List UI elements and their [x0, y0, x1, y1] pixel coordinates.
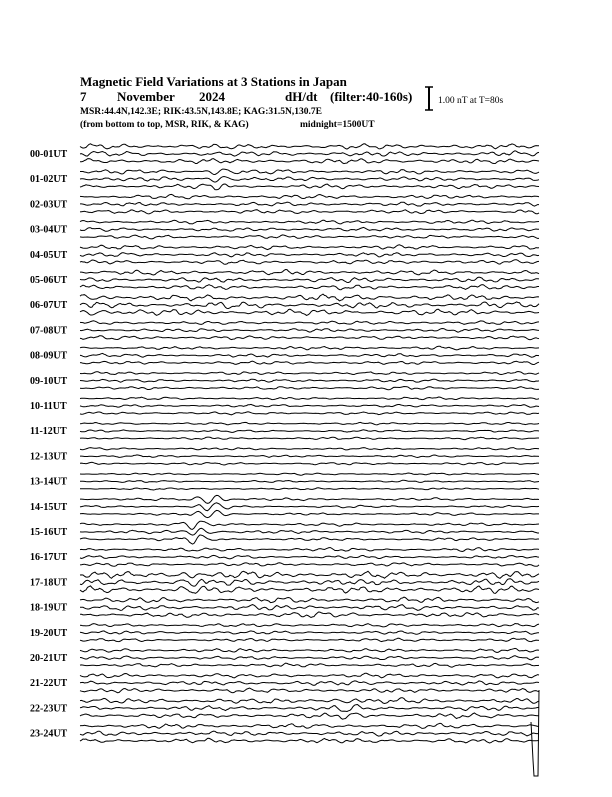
chart-title: Magnetic Field Variations at 3 Stations in Japan [80, 74, 347, 89]
trace-msr-09 [80, 387, 539, 390]
trace-msr-18 [80, 612, 539, 618]
hour-label: 11-12UT [30, 426, 67, 438]
hour-label: 22-23UT [30, 703, 68, 715]
trace-msr-23 [80, 738, 539, 743]
trace-kag-07 [80, 321, 539, 325]
hour-label: 17-18UT [30, 577, 68, 589]
trace-kag-15 [80, 521, 539, 529]
trace-rik-23 [80, 731, 539, 736]
hour-label: 23-24UT [30, 728, 68, 740]
hour-label: 03-04UT [30, 224, 68, 236]
trace-rik-12 [80, 455, 539, 458]
trace-msr-07 [80, 336, 539, 340]
hour-label: 18-19UT [30, 602, 68, 614]
filter-label: (filter:40-160s) [330, 89, 413, 104]
trace-msr-12 [80, 462, 539, 465]
trace-rik-04 [80, 253, 539, 257]
trace-msr-13 [80, 488, 539, 490]
hour-label: 19-20UT [30, 627, 68, 639]
trace-rik-13 [80, 480, 539, 482]
date-day: 7 [80, 89, 87, 104]
trace-kag-03 [80, 220, 539, 224]
trace-kag-09 [80, 372, 539, 375]
hour-labels [30, 149, 68, 740]
trace-msr-01 [80, 184, 539, 190]
hour-label: 14-15UT [30, 501, 68, 513]
trace-kag-02 [80, 194, 539, 198]
trace-kag-12 [80, 448, 539, 450]
trace-kag-10 [80, 397, 539, 400]
trace-rik-06 [80, 302, 539, 309]
hour-label: 02-03UT [30, 199, 68, 211]
trace-kag-18 [80, 597, 539, 603]
trace-kag-01 [80, 169, 539, 174]
trace-msr-21 [80, 688, 539, 693]
trace-rik-21 [80, 681, 539, 686]
trace-rik-00 [80, 151, 539, 156]
trace-msr-17 [80, 586, 539, 594]
trace-rik-22 [80, 705, 539, 712]
trace-msr-11 [80, 437, 539, 440]
trace-msr-22 [80, 713, 539, 719]
trace-kag-16 [80, 548, 539, 552]
hour-label: 00-01UT [30, 149, 68, 160]
trace-rik-16 [80, 555, 539, 559]
trace-rik-15 [80, 528, 539, 535]
trace-rik-10 [80, 404, 539, 407]
trace-msr-19 [80, 638, 539, 641]
hour-label: 09-10UT [30, 375, 68, 387]
hour-label: 07-08UT [30, 325, 68, 337]
hour-label: 05-06UT [30, 275, 68, 286]
trace-msr-05 [80, 285, 539, 290]
trace-rik-11 [80, 430, 539, 433]
hour-label: 01-02UT [30, 174, 68, 186]
hour-label: 12-13UT [30, 451, 68, 463]
trace-rik-09 [80, 379, 539, 382]
hour-label: 21-22UT [30, 678, 68, 690]
trace-kag-19 [80, 624, 539, 627]
midnight-line: midnight=1500UT [300, 120, 375, 130]
quantity-label: dH/dt [285, 89, 318, 104]
trace-rik-07 [80, 329, 539, 333]
trace-rik-14 [80, 503, 539, 511]
trace-rik-19 [80, 631, 539, 634]
trace-kag-13 [80, 473, 539, 475]
traces [80, 144, 539, 776]
hour-label: 06-07UT [30, 300, 68, 312]
trace-msr-16 [80, 563, 539, 567]
trace-msr-14 [80, 510, 539, 517]
trace-kag-00 [80, 144, 539, 149]
trace-rik-01 [80, 177, 539, 183]
trace-rik-20 [80, 656, 539, 660]
trace-rik-08 [80, 353, 539, 357]
trace-rik-02 [80, 202, 539, 206]
hour-label: 13-14UT [30, 476, 68, 488]
trace-rik-05 [80, 277, 539, 282]
date-month: November [117, 89, 175, 104]
trace-msr-08 [80, 361, 539, 364]
trace-rik-18 [80, 605, 539, 611]
trace-msr-02 [80, 210, 539, 214]
trace-msr-06 [80, 309, 539, 315]
hour-label: 08-09UT [30, 350, 68, 362]
hour-label: 20-21UT [30, 653, 68, 664]
trace-kag-23 [80, 723, 539, 728]
trace-msr-20 [80, 663, 539, 667]
trace-kag-08 [80, 346, 539, 350]
date-year: 2024 [199, 89, 225, 104]
hour-label: 16-17UT [30, 552, 68, 564]
trace-kag-21 [80, 673, 539, 678]
trace-msr-10 [80, 412, 539, 415]
hour-label: 04-05UT [30, 249, 68, 261]
trace-kag-05 [80, 270, 539, 276]
trace-msr-03 [80, 235, 539, 239]
trace-kag-14 [80, 495, 539, 503]
trace-msr-04 [80, 260, 539, 264]
trace-rik-03 [80, 227, 539, 231]
scale-bar [425, 87, 503, 110]
trace-msr-15 [80, 535, 539, 544]
trace-kag-20 [80, 648, 539, 652]
hour-label: 15-16UT [30, 527, 68, 538]
stations-line: MSR:44.4N,142.3E; RIK:43.5N,143.8E; KAG:31.5N,130.7E [80, 107, 322, 117]
scale-label: 1.00 nT at T=80s [438, 96, 504, 106]
trace-kag-06 [80, 294, 539, 301]
trace-kag-04 [80, 245, 539, 250]
trace-kag-17 [80, 571, 539, 578]
order-line: (from bottom to top, MSR, RIK, & KAG) [80, 120, 249, 130]
trace-kag-11 [80, 422, 539, 425]
trace-msr-00 [80, 159, 539, 164]
hour-label: 10-11UT [30, 401, 67, 412]
trace-rik-17 [80, 579, 539, 586]
trace-kag-22 [80, 698, 539, 704]
